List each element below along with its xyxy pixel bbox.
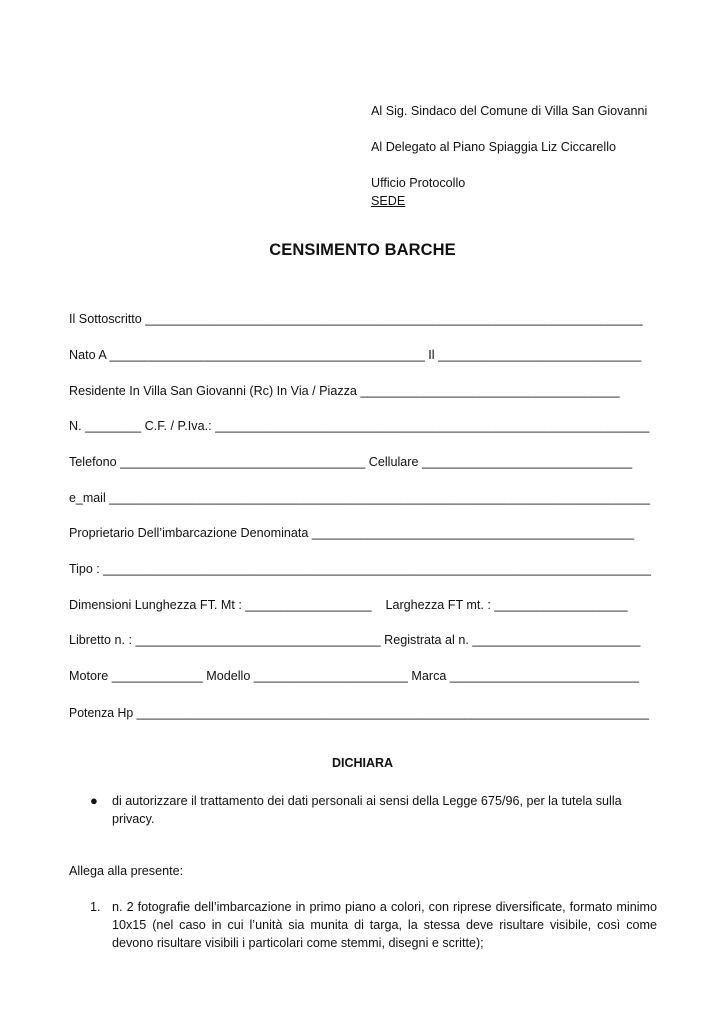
attachment-text: n. 2 fotografie dell’imbarcazione in primo piano a colori, con riprese diversificate, formato minimo 10x15 (nel caso in cui l’unità sia munita di targa, la stessa deve risultare visibile, così come devono risultare visibili i particolari come stemmi, disegni e scritte);	[112, 900, 657, 950]
field-numero-cf[interactable]: N. ________ C.F. / P.Iva.: ______________________________________________________________	[69, 419, 650, 433]
field-tipo[interactable]: Tipo : _______________________________________________________________________________	[69, 562, 651, 576]
field-sottoscritto[interactable]: Il Sottoscritto _______________________________________________________________________	[69, 312, 643, 326]
field-potenza[interactable]: Potenza Hp ___________________________________________________________________________	[69, 706, 649, 720]
field-proprietario[interactable]: Proprietario Dell’imbarcazione Denominata ______________________________________________	[69, 526, 635, 540]
attachment-number: 1.	[90, 900, 101, 914]
recipient-mayor: Al Sig. Sindaco del Comune di Villa San Giovanni	[371, 104, 648, 118]
recipient-office	[371, 174, 465, 210]
field-motore[interactable]: Motore _____________ Modello ______________________ Marca ___________________________	[69, 669, 640, 683]
recipient-office-name: Ufficio Protocollo	[371, 176, 466, 190]
field-telefono-cellulare[interactable]: Telefono ___________________________________ Cellulare ______________________________	[69, 455, 633, 469]
declaration-heading: DICHIARA	[331, 756, 394, 770]
field-dimensioni[interactable]: Dimensioni Lunghezza FT. Mt : __________________ Larghezza FT mt. : ___________________	[69, 598, 628, 612]
bullet-icon: ●	[90, 793, 98, 808]
field-email[interactable]: e_mail ______________________________________________________________________________	[69, 491, 650, 505]
recipient-delegate: Al Delegato al Piano Spiaggia Liz Ciccarello	[371, 140, 617, 154]
recipient-sede: SEDE	[371, 194, 406, 208]
declaration-text: di autorizzare il trattamento dei dati personali ai sensi della Legge 675/96, per la tutela sulla privacy.	[112, 794, 622, 826]
field-libretto[interactable]: Libretto n. : ___________________________________ Registrata al n. ________________________	[69, 633, 641, 647]
document-title: CENSIMENTO BARCHE	[269, 241, 456, 259]
field-residente[interactable]: Residente In Villa San Giovanni (Rc) In Via / Piazza _____________________________________	[69, 384, 620, 398]
field-nato[interactable]: Nato A _____________________________________________ Il _____________________________	[69, 348, 642, 362]
attachments-intro: Allega alla presente:	[69, 864, 184, 878]
